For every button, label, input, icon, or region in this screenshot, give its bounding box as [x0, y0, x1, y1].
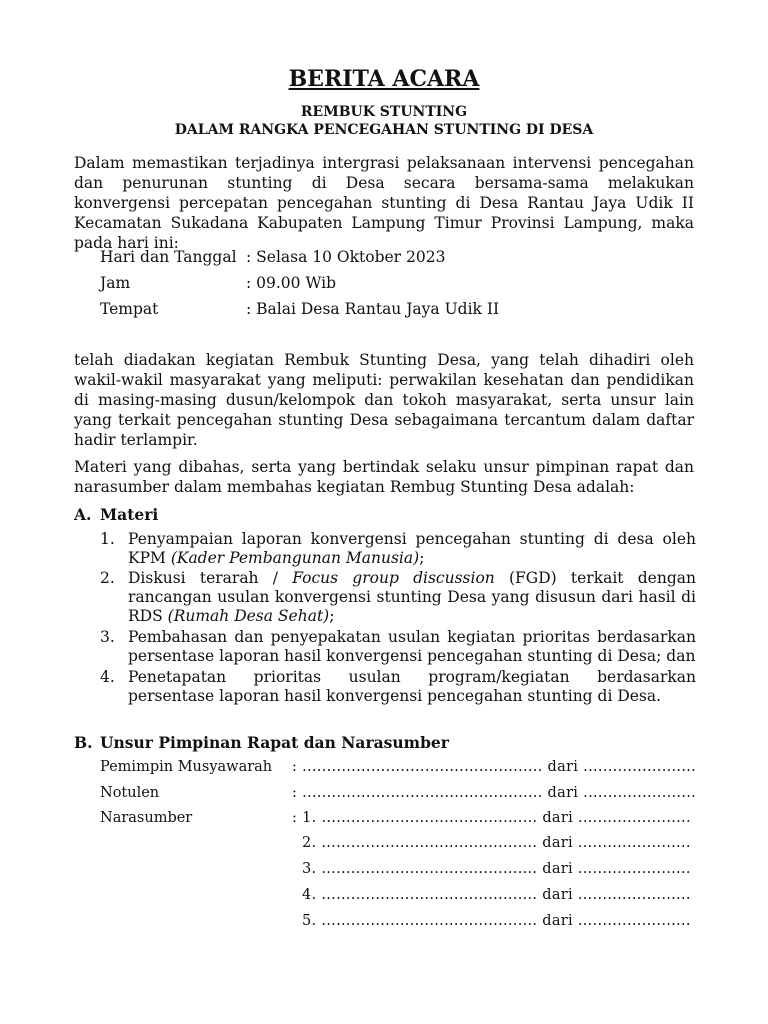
narasumber-line-4	[100, 887, 691, 903]
subtitle-1: REMBUK STUNTING	[300, 104, 468, 120]
list-text: Penyampaian laporan konvergensi pencegahan stunting di desa oleh KPM (Kader Pembangunan Manusia);	[128, 530, 696, 567]
list-item	[100, 628, 696, 666]
role-label: Pemimpin Musyawarah	[100, 759, 273, 775]
section-b-heading	[74, 733, 449, 752]
list-text: Diskusi terarah / Focus group discussion (FGD) terkait dengan rancangan usulan konvergensi stunting Desa yang disusun dari hasil di RDS (Rumah Desa Sehat);	[128, 569, 696, 625]
narasumber-line-3	[100, 861, 691, 877]
list-number: 3.	[100, 628, 115, 646]
detail-label: Hari dan Tanggal	[100, 248, 237, 266]
intro-paragraph: Dalam memastikan terjadinya intergrasi pelaksanaan intervensi pencegahan dan penurunan stunting di Desa secara bersama-sama melakukan konvergensi percepatan pencegahan stunting di Desa Rantau Jaya Udik II Kecamatan Sukadana Kabupaten Lampung Timur Provinsi Lampung, maka pada hari ini:	[74, 154, 694, 252]
role-label: Narasumber	[100, 810, 193, 826]
role-row-notulen	[100, 785, 696, 801]
narasumber-line-2	[100, 835, 691, 851]
list-item	[100, 668, 696, 706]
role-row-leader	[100, 759, 696, 775]
detail-time	[100, 274, 336, 292]
narasumber-line-5	[100, 913, 691, 929]
detail-date	[100, 248, 445, 266]
section-letter: B.	[74, 733, 93, 752]
subtitle-2: DALAM RANGKA PENCEGAHAN STUNTING DI DESA	[174, 122, 594, 138]
role-label: Notulen	[100, 785, 160, 801]
role-fill-line: 2. ............................................ dari .......................	[302, 835, 691, 851]
detail-label: Jam	[100, 274, 131, 292]
role-fill-line: : ................................................. dari .......................	[292, 785, 697, 801]
document-title: BERITA ACARA	[288, 66, 480, 92]
detail-label: Tempat	[100, 300, 159, 318]
role-fill-line: 3. ............................................ dari .......................	[302, 861, 691, 877]
list-number: 2.	[100, 569, 115, 587]
body-paragraph-2: telah diadakan kegiatan Rembuk Stunting Desa, yang telah dihadiri oleh wakil-wakil masyarakat yang meliputi: perwakilan kesehatan dan pendidikan di masing-masing dusun/kelompok dan tokoh masyarakat, serta unsur lain yang terkait pencegahan stunting Desa sebagaimana tercantum dalam daftar hadir terlampir.	[74, 351, 694, 449]
section-title: Unsur Pimpinan Rapat dan Narasumber	[100, 733, 449, 752]
role-row-narasumber	[100, 810, 691, 826]
section-title: Materi	[100, 505, 159, 524]
role-fill-line: 4. ............................................ dari .......................	[302, 887, 691, 903]
list-number: 1.	[100, 530, 115, 548]
detail-value: : 09.00 Wib	[246, 274, 336, 292]
detail-value: : Balai Desa Rantau Jaya Udik II	[246, 300, 500, 318]
list-text: Pembahasan dan penyepakatan usulan kegiatan prioritas berdasarkan persentase laporan hasil konvergensi pencegahan stunting di Desa; dan	[128, 628, 696, 665]
detail-place	[100, 300, 499, 318]
list-item	[100, 569, 696, 626]
section-letter: A.	[74, 505, 92, 524]
role-fill-line: 5. ............................................ dari .......................	[302, 913, 691, 929]
body-paragraph-3: Materi yang dibahas, serta yang bertindak selaku unsur pimpinan rapat dan narasumber dalam membahas kegiatan Rembug Stunting Desa adalah:	[74, 458, 694, 496]
role-fill-line: : ................................................. dari .......................	[292, 759, 697, 775]
list-number: 4.	[100, 668, 115, 686]
section-a-heading	[74, 505, 158, 524]
list-item	[100, 530, 696, 568]
role-fill-line: : 1. ............................................ dari .......................	[292, 810, 691, 826]
list-text: Penetapatan prioritas usulan program/kegiatan berdasarkan persentase laporan hasil konvergensi pencegahan stunting di Desa.	[128, 668, 696, 705]
detail-value: : Selasa 10 Oktober 2023	[246, 248, 446, 266]
